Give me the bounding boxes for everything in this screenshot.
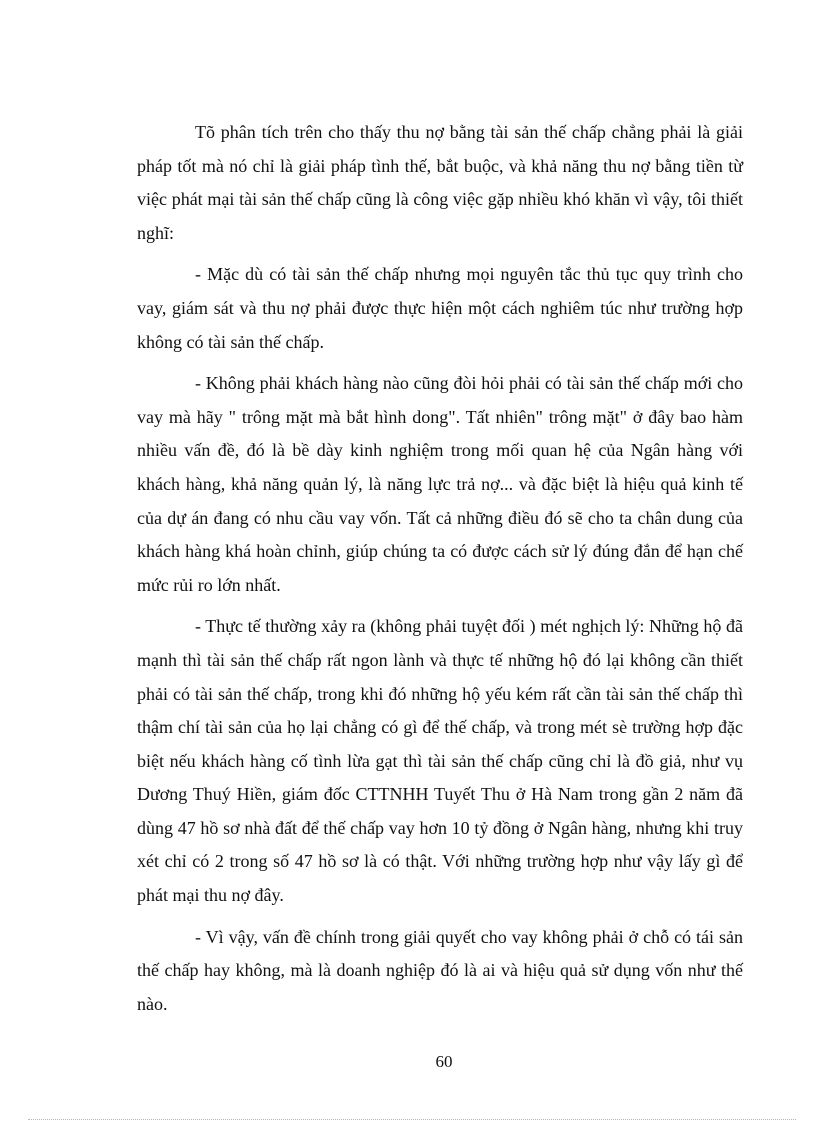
paragraph-collateral-procedure: - Mặc dù có tài sản thế chấp nhưng mọi nguyên tắc thủ tục quy trình cho vay, giám sát và thu nợ phải được thực hiện một cách nghiêm túc như trường hợp không có tài sản thế chấp. [137, 264, 743, 352]
document-body [137, 116, 743, 1029]
paragraph-intro: Tõ phân tích trên cho thấy thu nợ bằng tài sản thế chấp chẳng phải là giải pháp tốt mà nó chỉ là giải pháp tình thế, bắt buộc, và khả năng thu nợ bằng tiền từ việc phát mại tài sản thế chấp cũng là công việc gặp nhiều khó khăn vì vậy, tôi thiết nghĩ: [137, 122, 743, 243]
page-number: 60 [435, 1052, 453, 1071]
footer-divider [28, 1119, 796, 1120]
paragraph-customer-assessment: - Không phải khách hàng nào cũng đòi hỏi phải có tài sản thế chấp mới cho vay mà hãy " trông mặt mà bắt hình dong". Tất nhiên" trông mặt" ở đây bao hàm nhiều vấn đề, đó là bề dày kinh nghiệm trong mối quan hệ của Ngân hàng với khách hàng, khả năng quản lý, là năng lực trả nợ... và đặc biệt là hiệu quả kinh tế của dự án đang có nhu cầu vay vốn. Tất cả những điều đó sẽ cho ta chân dung của khách hàng khá hoàn chỉnh, giúp chúng ta có được cách sử lý đúng đắn để hạn chế mức rủi ro lớn nhất. [137, 373, 743, 595]
paragraph-conclusion: - Vì vậy, vấn đề chính trong giải quyết cho vay không phải ở chỗ có tái sản thế chấp hay không, mà là doanh nghiệp đó là ai và hiệu quả sử dụng vốn như thế nào. [137, 926, 743, 1014]
paragraph-paradox: - Thực tế thường xảy ra (không phải tuyệt đối ) mét nghịch lý: Những hộ đã mạnh thì tài sản thế chấp rất ngon lành và thực tế những hộ đó lại không cần thiết phải có tài sản thế chấp, trong khi đó những hộ yếu kém rất cần tài sản thế chấp thì thậm chí tài sản của họ lại chẳng có gì để thế chấp, và trong mét sè trường hợp đặc biệt nếu khách hàng cố tình lừa gạt thì tài sản thế chấp cũng chỉ là đồ giả, như vụ Dương Thuý Hiền, giám đốc CTTNHH Tuyết Thu ở Hà Nam trong gần 2 năm đã dùng 47 hồ sơ nhà đất để thế chấp vay hơn 10 tỷ đồng ở Ngân hàng, nhưng khi truy xét chỉ có 2 trong số 47 hồ sơ là có thật. Với những trường hợp như vậy lấy gì để phát mại thu nợ đây. [137, 616, 743, 906]
